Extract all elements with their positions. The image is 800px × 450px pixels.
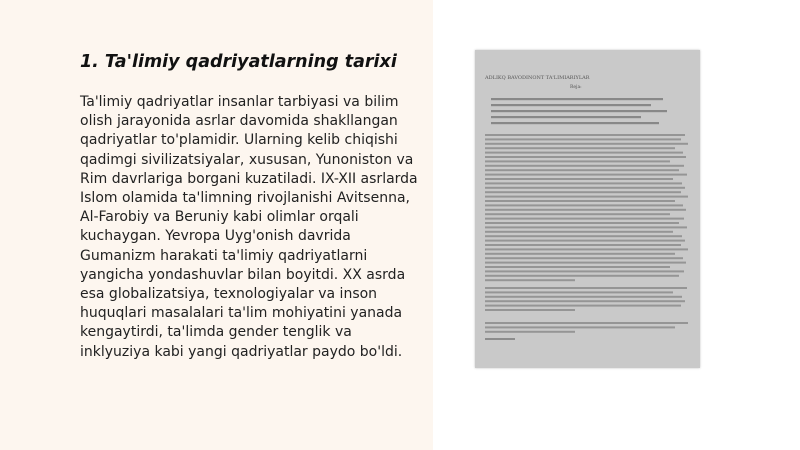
document-text-line xyxy=(485,266,670,268)
document-text-line xyxy=(485,270,684,272)
document-text-line xyxy=(485,322,688,324)
document-text-line xyxy=(485,291,673,293)
document-text-line xyxy=(485,178,673,180)
document-text-line xyxy=(485,204,683,206)
document-text-line xyxy=(485,156,686,158)
document-text-line xyxy=(485,196,688,198)
document-text-line xyxy=(485,182,682,184)
document-text-line xyxy=(485,191,681,193)
document-text-line xyxy=(485,262,686,264)
document-text-line xyxy=(485,300,685,302)
document-page xyxy=(475,50,700,368)
document-text-line xyxy=(485,226,687,228)
document-text-line xyxy=(485,143,688,145)
document-text-line xyxy=(485,287,687,289)
document-text-line xyxy=(485,200,675,202)
document-text-line xyxy=(485,309,575,311)
document-text-line xyxy=(485,209,686,211)
document-text-line xyxy=(485,240,685,242)
document-text-line xyxy=(485,331,575,333)
document-text-line xyxy=(485,169,679,171)
document-text-line xyxy=(485,138,681,140)
scanned-document-image xyxy=(475,50,700,368)
document-text-line xyxy=(485,222,679,224)
document-text-line xyxy=(485,231,673,233)
document-text-line xyxy=(485,275,679,277)
document-text-line xyxy=(485,218,684,220)
document-text-line xyxy=(485,244,681,246)
slide-body-text: Ta'limiy qadriyatlar insanlar tarbiyasi va bilim olish jarayonida asrlar davomida shakllangan qadriyatlar to'plamidir. Ularning kelib chiqishi qadimgi sivilizatsiyalar, xususan, Yunoniston va Rim davrlariga borgani kuzatiladi. IX-XII asrlarda Islom olamida ta'limning rivojlanishi Avitsenna, Al-Farobiy va Beruniy kabi olimlar orqali kuchaygan. Yevropa Uyg'onish davrida Gumanizm harakati ta'limiy qadriyatlarni yangicha yondashuvlar bilan boyitdi. XX asrda esa globalizatsiya, texnologiyalar va inson huquqlari masalalari ta'lim mohiyatini yanada kengaytirdi, ta'limda gender tenglik va inklyuziya kabi yangi qadriyatlar paydo bo'ldi. xyxy=(80,94,418,360)
document-text-line xyxy=(485,253,675,255)
document-text-line xyxy=(485,147,675,149)
document-text-line xyxy=(485,187,685,189)
document-text-line xyxy=(485,296,682,298)
document-text-line xyxy=(485,160,670,162)
document-subheading: Reja: xyxy=(570,85,582,90)
document-text-line xyxy=(485,235,682,237)
document-text-line xyxy=(485,134,685,136)
document-footer-line xyxy=(485,338,515,340)
document-text-line xyxy=(485,165,684,167)
document-text-line xyxy=(485,279,575,281)
document-text-line xyxy=(485,152,683,154)
document-text-line xyxy=(485,174,687,176)
document-text-line xyxy=(485,248,688,250)
slide-title: 1. Ta'limiy qadriyatlarning tarixi xyxy=(80,52,397,72)
document-text-line xyxy=(485,326,675,328)
document-text-line xyxy=(485,257,683,259)
document-heading: ADLIKQ BAVODINONT TA'LIMIARIYLAR xyxy=(485,75,590,81)
document-text-line xyxy=(485,213,670,215)
document-text-line xyxy=(485,305,681,307)
